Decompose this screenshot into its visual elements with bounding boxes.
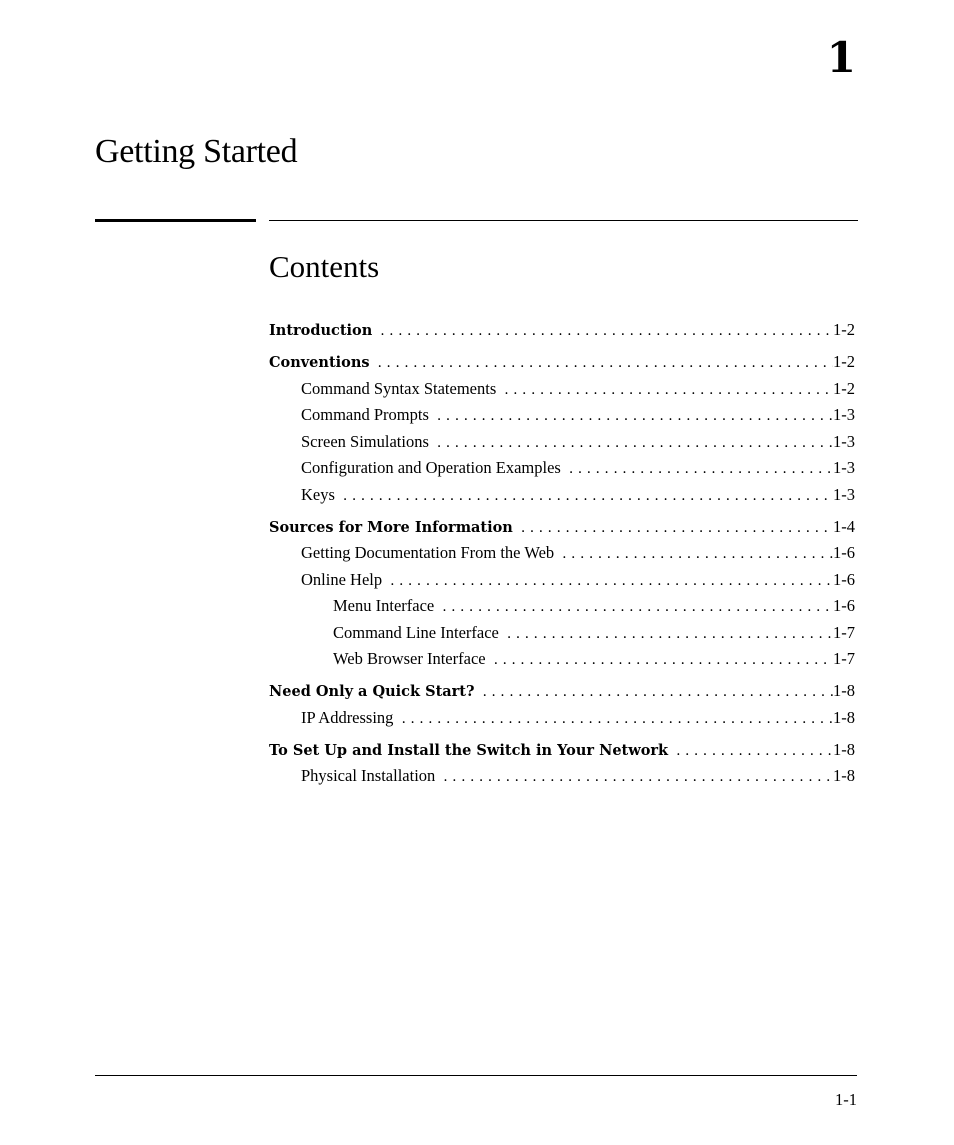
toc-entry-page: 1-8 (833, 739, 855, 759)
toc-entry-page: 1-3 (833, 484, 855, 504)
toc-entry[interactable] (269, 376, 855, 403)
toc-entry-title: Screen Simulations (301, 431, 429, 451)
toc-dot-leader (561, 456, 833, 482)
toc-entry-title: Command Syntax Statements (301, 378, 497, 398)
chapter-number: 1 (826, 33, 856, 82)
toc-entry-page: 1-2 (833, 378, 855, 398)
table-of-contents (269, 317, 855, 790)
chapter-rule-thin (269, 220, 858, 221)
toc-dot-leader (513, 515, 833, 541)
toc-entry-page: 1-3 (833, 458, 855, 477)
toc-entry[interactable] (269, 429, 855, 456)
toc-dot-leader (486, 647, 833, 673)
toc-entry-page: 1-3 (833, 431, 855, 451)
toc-entry-page: 1-6 (833, 569, 855, 589)
toc-entry-page: 1-8 (833, 681, 855, 700)
toc-entry-page: 1-3 (833, 405, 855, 424)
toc-entry-page: 1-4 (833, 516, 855, 536)
toc-entry-title: Menu Interface (333, 596, 435, 615)
toc-entry-page: 1-7 (833, 622, 855, 642)
toc-entry[interactable] (269, 620, 855, 647)
toc-dot-leader (393, 706, 833, 732)
toc-entry[interactable] (269, 514, 855, 541)
toc-entry-title: Configuration and Operation Examples (301, 458, 561, 477)
toc-dot-leader (434, 594, 833, 620)
toc-dot-leader (370, 350, 833, 376)
toc-dot-leader (429, 403, 833, 429)
toc-entry[interactable] (269, 482, 855, 509)
toc-entry[interactable] (269, 349, 855, 376)
toc-entry-page: 1-6 (833, 596, 855, 615)
toc-entry-title: Online Help (301, 569, 383, 589)
toc-dot-leader (475, 679, 834, 705)
toc-dot-leader (496, 377, 833, 403)
toc-entry-title: Sources for More Information (269, 518, 513, 536)
toc-dot-leader (382, 568, 833, 594)
toc-dot-leader (499, 621, 833, 647)
chapter-title: Getting Started (95, 133, 298, 170)
toc-dot-leader (372, 318, 833, 344)
toc-entry-page: 1-2 (833, 320, 855, 339)
toc-dot-leader (435, 764, 833, 790)
toc-entry-page: 1-2 (833, 352, 855, 371)
toc-entry-title: Introduction (269, 322, 373, 339)
toc-entry-title: Need Only a Quick Start? (269, 683, 475, 700)
toc-entry-title: To Set Up and Install the Switch in Your Network (269, 741, 669, 759)
toc-entry-title: Keys (301, 484, 335, 504)
toc-entry-page: 1-8 (833, 707, 855, 727)
toc-entry-title: Getting Documentation From the Web (301, 543, 555, 562)
toc-entry[interactable] (269, 737, 855, 764)
toc-dot-leader (668, 738, 833, 764)
toc-entry-page: 1-6 (833, 543, 855, 562)
toc-entry[interactable] (269, 540, 855, 567)
toc-entry-page: 1-8 (833, 766, 855, 785)
toc-entry[interactable] (269, 402, 855, 429)
toc-entry[interactable] (269, 763, 855, 790)
toc-dot-leader (429, 430, 833, 456)
toc-entry[interactable] (269, 567, 855, 594)
toc-entry-title: Conventions (269, 354, 370, 371)
chapter-rule-thick (95, 219, 256, 222)
toc-entry[interactable] (269, 593, 855, 620)
toc-entry[interactable] (269, 705, 855, 732)
footer-rule (95, 1075, 857, 1076)
toc-dot-leader (554, 541, 833, 567)
toc-entry-title: Physical Installation (301, 766, 436, 785)
toc-entry-page: 1-7 (833, 649, 855, 668)
toc-entry[interactable] (269, 455, 855, 482)
page-number: 1-1 (835, 1090, 857, 1109)
toc-entry-title: Web Browser Interface (333, 649, 486, 668)
toc-dot-leader (335, 483, 833, 509)
toc-entry-title: Command Prompts (301, 405, 429, 424)
toc-entry-title: Command Line Interface (333, 622, 499, 642)
toc-entry[interactable] (269, 678, 855, 705)
toc-entry[interactable] (269, 646, 855, 673)
toc-entry[interactable] (269, 317, 855, 344)
toc-entry-title: IP Addressing (301, 707, 394, 727)
contents-heading: Contents (269, 249, 380, 284)
